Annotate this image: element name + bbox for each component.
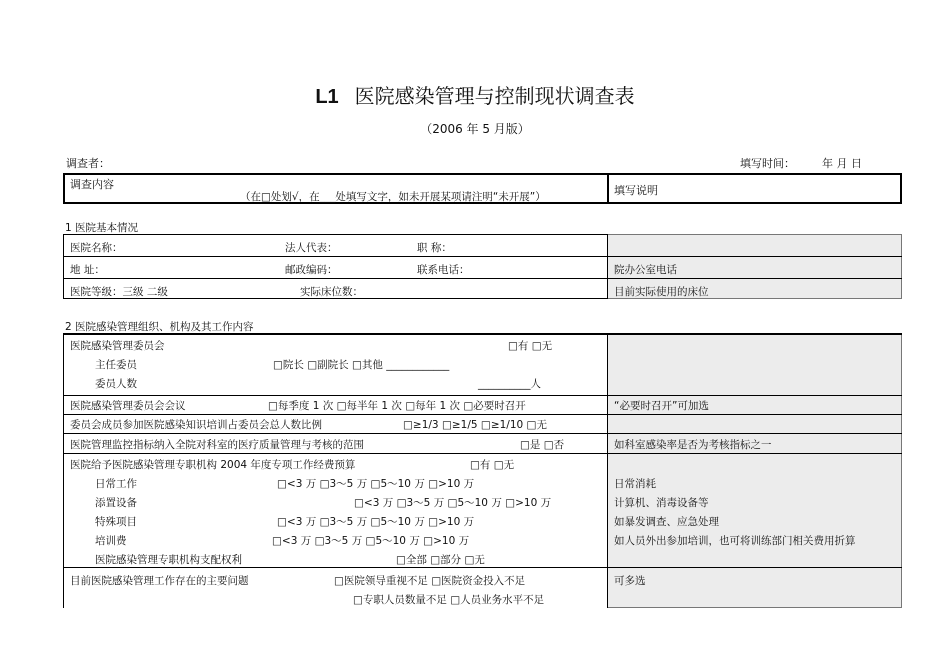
training-fee-note: 如人员外出参加培训，也可将训练部门相关费用折算 [614,535,856,547]
edition-label: （2006 年 5 月版） [420,122,530,136]
row-divider [63,453,902,454]
row-divider [63,256,902,257]
row-divider [63,414,902,415]
fill-time-units: 年 月 日 [822,157,862,170]
control-rights-options[interactable]: □全部 □部分 □无 [396,554,485,566]
monitor-label: 医院管理监控指标纳入全院对科室的医疗质量管理与考核的范围 [70,439,364,451]
hospital-level-field[interactable]: 医院等级：三级 二级 [70,286,168,298]
budget-label: 医院给予医院感染管理专职机构 2004 年度专项工作经费预算 [70,459,356,471]
row-divider [63,278,902,279]
legend-divider [607,173,609,204]
monitor-note: 如科室感染率是否为考核指标之一 [614,439,772,451]
meeting-note: “必要时召开”可加选 [614,400,709,412]
special-project-label: 特殊项目 [95,516,137,528]
section2-top-border [63,333,902,335]
members-label: 委员人数 [95,378,137,390]
page-title [0,80,950,109]
problems-note: 可多选 [614,575,646,587]
monitor-options[interactable]: □是 □否 [520,439,565,451]
special-project-options[interactable]: □<3 万 □3～5 万 □5～10 万 □>10 万 [277,516,475,528]
section2-heading: 2 医院感染管理组织、机构及其工作内容 [65,321,254,333]
director-options[interactable]: □院长 □副院长 □其他 ____________ [273,359,450,371]
control-rights-label: 医院感染管理专职机构支配权利 [95,554,242,566]
legend-content-title: 调查内容 [70,178,114,191]
training-ratio-label: 委员会成员参加医院感染知识培训占委员会总人数比例 [70,419,322,431]
beds-note: 目前实际使用的床位 [614,286,709,298]
problems-options-row2[interactable]: □专职人员数量不足 □人员业务水平不足 [353,594,545,606]
legend-notes-title: 填写说明 [614,184,658,197]
daily-work-label: 日常工作 [95,478,137,490]
training-fee-label: 培训费 [95,535,127,547]
row-divider [63,395,902,396]
phone-field[interactable]: 联系电话： [417,264,470,276]
surveyor-label: 调查者： [66,157,110,170]
training-fee-options[interactable]: □<3 万 □3～5 万 □5～10 万 □>10 万 [272,535,470,547]
problems-options-row1[interactable]: □医院领导重视不足 □医院资金投入不足 [334,575,526,587]
equipment-label: 添置设备 [95,497,137,509]
director-label: 主任委员 [95,359,137,371]
committee-options[interactable]: □有 □无 [508,340,553,352]
form-title: 医院感染管理与控制现状调查表 [354,84,635,108]
phone-note: 院办公室电话 [614,264,677,276]
committee-label: 医院感染管理委员会 [70,340,165,352]
budget-options[interactable]: □有 □无 [470,459,515,471]
problems-label: 目前医院感染管理工作存在的主要问题 [70,575,249,587]
daily-work-note: 日常消耗 [614,478,656,490]
section1-heading: 1 医院基本情况 [65,222,139,234]
special-project-note: 如暴发调查、应急处理 [614,516,719,528]
legal-rep-field[interactable]: 法人代表： [285,242,338,254]
beds-field[interactable]: 实际床位数： [300,286,363,298]
form-code: L1 [315,86,339,108]
hospital-name-field[interactable]: 医院名称： [70,242,123,254]
equipment-note: 计算机、消毒设备等 [614,497,709,509]
daily-work-options[interactable]: □<3 万 □3～5 万 □5～10 万 □>10 万 [277,478,475,490]
legend-instructions: （在□处划√，在___处填写文字，如未开展某项请注明“未开展”） [240,191,546,203]
meeting-label: 医院感染管理委员会会议 [70,400,186,412]
postcode-field[interactable]: 邮政编码： [285,264,338,276]
meeting-options[interactable]: □每季度 1 次 □每半年 1 次 □每年 1 次 □必要时召开 [268,400,526,412]
training-ratio-options[interactable]: □≥1/3 □≥1/5 □≥1/10 □无 [403,419,547,431]
members-input[interactable]: __________人 [478,378,541,390]
fill-time-label: 填写时间： [740,157,795,170]
position-field[interactable]: 职 称： [417,242,452,254]
row-divider [63,433,902,434]
equipment-options[interactable]: □<3 万 □3～5 万 □5～10 万 □>10 万 [354,497,552,509]
row-divider [63,567,902,568]
address-field[interactable]: 地 址： [70,264,105,276]
